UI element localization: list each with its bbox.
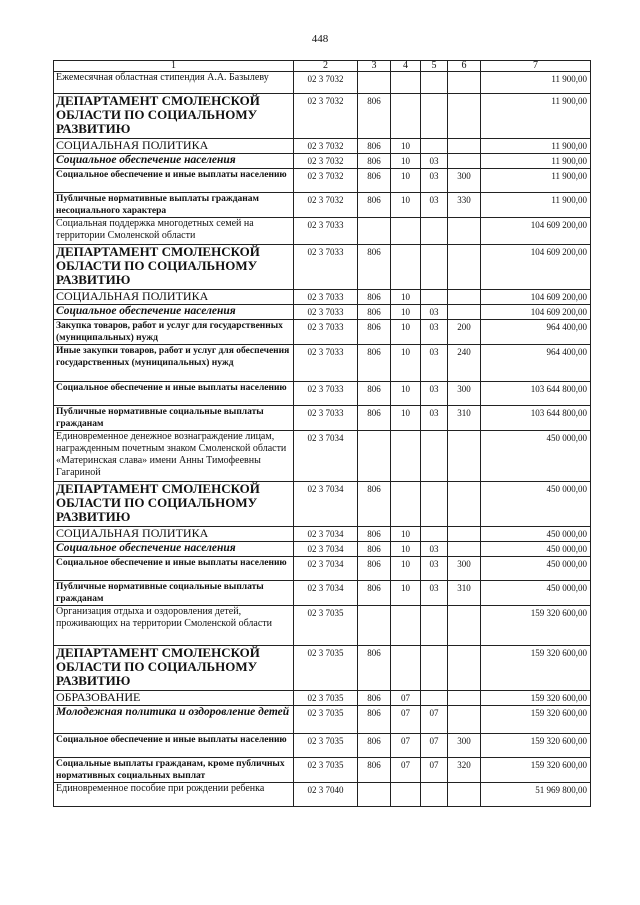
row-section xyxy=(391,606,421,646)
row-amount: 11 900,00 xyxy=(481,193,591,218)
row-code: 02 3 7034 xyxy=(294,482,358,527)
row-code: 02 3 7035 xyxy=(294,646,358,691)
row-subsection xyxy=(421,482,448,527)
row-amount: 11 900,00 xyxy=(481,94,591,139)
row-name: Социальное обеспечение и иные выплаты населению xyxy=(54,382,294,406)
row-subsection: 03 xyxy=(421,320,448,345)
row-name: Социальное обеспечение населения xyxy=(54,154,294,169)
row-name: СОЦИАЛЬНАЯ ПОЛИТИКА xyxy=(54,290,294,305)
row-name: Единовременное пособие при рождении ребенка xyxy=(54,783,294,807)
row-expense-type xyxy=(448,218,481,245)
row-expense-type xyxy=(448,783,481,807)
row-subsection: 03 xyxy=(421,581,448,606)
row-code: 02 3 7035 xyxy=(294,706,358,734)
row-expense-type xyxy=(448,290,481,305)
table-row xyxy=(54,193,591,218)
row-name: Единовременное денежное вознаграждение лицам, награжденным почетным знаком Смоленской области «Материнская слава» имени Анны Тимофеевны Гагариной xyxy=(54,431,294,482)
row-subsection xyxy=(421,646,448,691)
row-code: 02 3 7032 xyxy=(294,139,358,154)
row-subsection xyxy=(421,691,448,706)
row-section xyxy=(391,94,421,139)
row-department: 806 xyxy=(358,691,391,706)
row-code: 02 3 7032 xyxy=(294,169,358,193)
row-department: 806 xyxy=(358,406,391,431)
row-name: Социальные выплаты гражданам, кроме публичных нормативных социальных выплат xyxy=(54,758,294,783)
row-expense-type: 310 xyxy=(448,581,481,606)
row-expense-type xyxy=(448,646,481,691)
row-expense-type xyxy=(448,72,481,94)
row-section: 10 xyxy=(391,557,421,581)
row-department: 806 xyxy=(358,305,391,320)
row-section: 10 xyxy=(391,169,421,193)
row-subsection: 07 xyxy=(421,706,448,734)
row-name: Социальное обеспечение населения xyxy=(54,542,294,557)
row-department: 806 xyxy=(358,139,391,154)
row-subsection xyxy=(421,245,448,290)
row-name: Публичные нормативные социальные выплаты гражданам xyxy=(54,406,294,431)
row-subsection: 03 xyxy=(421,154,448,169)
row-subsection xyxy=(421,218,448,245)
row-expense-type xyxy=(448,482,481,527)
row-department: 806 xyxy=(358,94,391,139)
row-name: Публичные нормативные социальные выплаты гражданам xyxy=(54,581,294,606)
table-row xyxy=(54,218,591,245)
row-subsection xyxy=(421,72,448,94)
row-section: 10 xyxy=(391,305,421,320)
row-code: 02 3 7032 xyxy=(294,72,358,94)
row-department: 806 xyxy=(358,169,391,193)
row-amount: 11 900,00 xyxy=(481,72,591,94)
row-expense-type xyxy=(448,706,481,734)
row-name: Молодежная политика и оздоровление детей xyxy=(54,706,294,734)
row-name: СОЦИАЛЬНАЯ ПОЛИТИКА xyxy=(54,139,294,154)
row-code: 02 3 7033 xyxy=(294,345,358,382)
header-cell: 1 xyxy=(54,61,294,72)
table-row xyxy=(54,431,591,482)
row-expense-type: 330 xyxy=(448,193,481,218)
row-section: 07 xyxy=(391,691,421,706)
table-row xyxy=(54,482,591,527)
row-code: 02 3 7033 xyxy=(294,245,358,290)
row-section: 10 xyxy=(391,193,421,218)
row-subsection: 07 xyxy=(421,758,448,783)
table-row xyxy=(54,320,591,345)
row-amount: 104 609 200,00 xyxy=(481,245,591,290)
row-code: 02 3 7033 xyxy=(294,290,358,305)
table-row xyxy=(54,706,591,734)
table-row xyxy=(54,305,591,320)
header-cell: 7 xyxy=(481,61,591,72)
row-code: 02 3 7032 xyxy=(294,154,358,169)
row-department: 806 xyxy=(358,706,391,734)
row-name: ОБРАЗОВАНИЕ xyxy=(54,691,294,706)
row-code: 02 3 7035 xyxy=(294,758,358,783)
row-expense-type xyxy=(448,691,481,706)
row-subsection xyxy=(421,606,448,646)
row-expense-type: 240 xyxy=(448,345,481,382)
row-subsection: 07 xyxy=(421,734,448,758)
row-name: Социальное обеспечение и иные выплаты населению xyxy=(54,169,294,193)
row-code: 02 3 7033 xyxy=(294,218,358,245)
row-section: 10 xyxy=(391,542,421,557)
table-row xyxy=(54,169,591,193)
row-code: 02 3 7035 xyxy=(294,691,358,706)
row-expense-type xyxy=(448,245,481,290)
row-amount: 450 000,00 xyxy=(481,581,591,606)
row-department: 806 xyxy=(358,382,391,406)
row-amount: 964 400,00 xyxy=(481,320,591,345)
row-expense-type xyxy=(448,94,481,139)
table-row xyxy=(54,154,591,169)
row-department: 806 xyxy=(358,758,391,783)
row-expense-type xyxy=(448,305,481,320)
row-amount: 103 644 800,00 xyxy=(481,382,591,406)
row-amount: 103 644 800,00 xyxy=(481,406,591,431)
row-amount: 450 000,00 xyxy=(481,431,591,482)
row-department xyxy=(358,431,391,482)
row-department: 806 xyxy=(358,320,391,345)
row-department xyxy=(358,218,391,245)
row-name: ДЕПАРТАМЕНТ СМОЛЕНСКОЙ ОБЛАСТИ ПО СОЦИАЛЬНОМУ РАЗВИТИЮ xyxy=(54,245,294,290)
row-section: 10 xyxy=(391,581,421,606)
row-department: 806 xyxy=(358,646,391,691)
row-subsection: 03 xyxy=(421,557,448,581)
table-row xyxy=(54,72,591,94)
table-row xyxy=(54,581,591,606)
row-department: 806 xyxy=(358,542,391,557)
row-code: 02 3 7033 xyxy=(294,382,358,406)
row-subsection xyxy=(421,527,448,542)
row-section: 10 xyxy=(391,154,421,169)
row-expense-type xyxy=(448,542,481,557)
row-name: ДЕПАРТАМЕНТ СМОЛЕНСКОЙ ОБЛАСТИ ПО СОЦИАЛЬНОМУ РАЗВИТИЮ xyxy=(54,94,294,139)
row-subsection: 03 xyxy=(421,382,448,406)
table-row xyxy=(54,606,591,646)
row-code: 02 3 7034 xyxy=(294,557,358,581)
row-department xyxy=(358,72,391,94)
row-department: 806 xyxy=(358,245,391,290)
row-amount: 450 000,00 xyxy=(481,557,591,581)
row-subsection: 03 xyxy=(421,345,448,382)
row-department: 806 xyxy=(358,193,391,218)
row-section: 10 xyxy=(391,382,421,406)
table-row xyxy=(54,557,591,581)
row-expense-type: 300 xyxy=(448,557,481,581)
row-section: 10 xyxy=(391,290,421,305)
row-section: 10 xyxy=(391,527,421,542)
table-row xyxy=(54,382,591,406)
row-department: 806 xyxy=(358,527,391,542)
row-expense-type: 320 xyxy=(448,758,481,783)
table-row xyxy=(54,646,591,691)
row-amount: 450 000,00 xyxy=(481,527,591,542)
row-amount: 104 609 200,00 xyxy=(481,218,591,245)
row-code: 02 3 7034 xyxy=(294,581,358,606)
row-name: Социальная поддержка многодетных семей на территории Смоленской области xyxy=(54,218,294,245)
row-section xyxy=(391,783,421,807)
row-section xyxy=(391,646,421,691)
header-cell: 2 xyxy=(294,61,358,72)
row-name: ДЕПАРТАМЕНТ СМОЛЕНСКОЙ ОБЛАСТИ ПО СОЦИАЛЬНОМУ РАЗВИТИЮ xyxy=(54,646,294,691)
row-code: 02 3 7034 xyxy=(294,542,358,557)
header-cell: 3 xyxy=(358,61,391,72)
row-expense-type: 200 xyxy=(448,320,481,345)
row-subsection: 03 xyxy=(421,169,448,193)
row-section xyxy=(391,72,421,94)
row-code: 02 3 7035 xyxy=(294,734,358,758)
row-amount: 11 900,00 xyxy=(481,154,591,169)
row-section: 10 xyxy=(391,345,421,382)
row-section xyxy=(391,482,421,527)
table-row xyxy=(54,139,591,154)
table-row xyxy=(54,758,591,783)
row-name: Социальное обеспечение и иные выплаты населению xyxy=(54,734,294,758)
row-expense-type xyxy=(448,431,481,482)
row-section: 07 xyxy=(391,758,421,783)
table-row xyxy=(54,94,591,139)
row-section: 10 xyxy=(391,320,421,345)
header-cell: 4 xyxy=(391,61,421,72)
row-amount: 159 320 600,00 xyxy=(481,706,591,734)
row-name: Ежемесячная областная стипендия А.А. Базылеву xyxy=(54,72,294,94)
row-department: 806 xyxy=(358,557,391,581)
row-name: Публичные нормативные выплаты гражданам несоциального характера xyxy=(54,193,294,218)
row-amount: 964 400,00 xyxy=(481,345,591,382)
row-subsection xyxy=(421,139,448,154)
row-section: 07 xyxy=(391,706,421,734)
row-code: 02 3 7033 xyxy=(294,305,358,320)
row-department: 806 xyxy=(358,482,391,527)
row-department xyxy=(358,783,391,807)
row-section xyxy=(391,218,421,245)
row-code: 02 3 7033 xyxy=(294,320,358,345)
row-amount: 159 320 600,00 xyxy=(481,606,591,646)
row-amount: 450 000,00 xyxy=(481,482,591,527)
row-department: 806 xyxy=(358,154,391,169)
table-header-row xyxy=(54,61,591,72)
row-code: 02 3 7034 xyxy=(294,431,358,482)
row-amount: 11 900,00 xyxy=(481,169,591,193)
row-amount: 159 320 600,00 xyxy=(481,734,591,758)
row-subsection: 03 xyxy=(421,305,448,320)
row-expense-type xyxy=(448,606,481,646)
table-row xyxy=(54,691,591,706)
row-department: 806 xyxy=(358,345,391,382)
row-expense-type: 300 xyxy=(448,169,481,193)
row-amount: 104 609 200,00 xyxy=(481,305,591,320)
table-row xyxy=(54,542,591,557)
row-section xyxy=(391,431,421,482)
row-subsection: 03 xyxy=(421,542,448,557)
row-expense-type xyxy=(448,139,481,154)
row-name: СОЦИАЛЬНАЯ ПОЛИТИКА xyxy=(54,527,294,542)
row-subsection xyxy=(421,290,448,305)
table-row xyxy=(54,734,591,758)
header-cell: 5 xyxy=(421,61,448,72)
row-subsection: 03 xyxy=(421,193,448,218)
row-name: Социальное обеспечение и иные выплаты населению xyxy=(54,557,294,581)
row-code: 02 3 7033 xyxy=(294,406,358,431)
row-name: Социальное обеспечение населения xyxy=(54,305,294,320)
row-code: 02 3 7040 xyxy=(294,783,358,807)
budget-table xyxy=(53,60,591,807)
row-department: 806 xyxy=(358,734,391,758)
page-number: 448 xyxy=(311,33,329,45)
row-section: 07 xyxy=(391,734,421,758)
row-section xyxy=(391,245,421,290)
row-code: 02 3 7032 xyxy=(294,94,358,139)
table-row xyxy=(54,406,591,431)
row-amount: 450 000,00 xyxy=(481,542,591,557)
table-row xyxy=(54,345,591,382)
row-name: Закупка товаров, работ и услуг для государственных (муниципальных) нужд xyxy=(54,320,294,345)
row-code: 02 3 7032 xyxy=(294,193,358,218)
row-code: 02 3 7035 xyxy=(294,606,358,646)
row-amount: 11 900,00 xyxy=(481,139,591,154)
row-amount: 104 609 200,00 xyxy=(481,290,591,305)
row-subsection: 03 xyxy=(421,406,448,431)
table-row xyxy=(54,783,591,807)
row-expense-type xyxy=(448,527,481,542)
row-code: 02 3 7034 xyxy=(294,527,358,542)
table-row xyxy=(54,527,591,542)
row-section: 10 xyxy=(391,406,421,431)
row-subsection xyxy=(421,431,448,482)
row-amount: 159 320 600,00 xyxy=(481,691,591,706)
row-department: 806 xyxy=(358,581,391,606)
row-amount: 159 320 600,00 xyxy=(481,646,591,691)
row-expense-type: 300 xyxy=(448,382,481,406)
row-subsection xyxy=(421,783,448,807)
row-expense-type: 300 xyxy=(448,734,481,758)
row-expense-type: 310 xyxy=(448,406,481,431)
row-subsection xyxy=(421,94,448,139)
row-section: 10 xyxy=(391,139,421,154)
row-name: Иные закупки товаров, работ и услуг для обеспечения государственных (муниципальных) нужд xyxy=(54,345,294,382)
row-amount: 51 969 800,00 xyxy=(481,783,591,807)
row-name: ДЕПАРТАМЕНТ СМОЛЕНСКОЙ ОБЛАСТИ ПО СОЦИАЛЬНОМУ РАЗВИТИЮ xyxy=(54,482,294,527)
row-name: Организация отдыха и оздоровления детей, проживающих на территории Смоленской области xyxy=(54,606,294,646)
row-expense-type xyxy=(448,154,481,169)
table-row xyxy=(54,290,591,305)
row-amount: 159 320 600,00 xyxy=(481,758,591,783)
header-cell: 6 xyxy=(448,61,481,72)
row-department xyxy=(358,606,391,646)
table-row xyxy=(54,245,591,290)
row-department: 806 xyxy=(358,290,391,305)
